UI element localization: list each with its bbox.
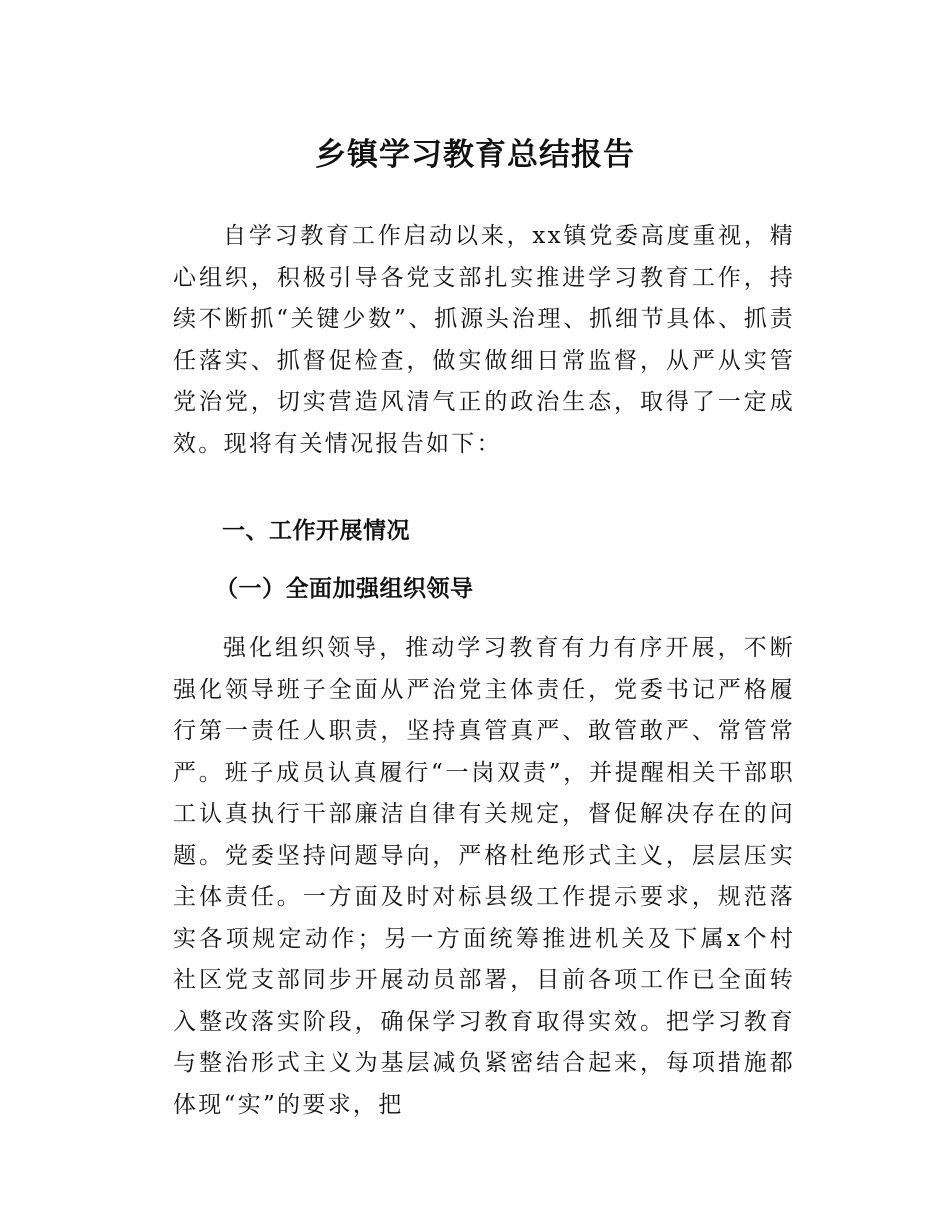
subsection-heading: （一）全面加强组织领导 (215, 576, 474, 602)
section-heading: 一、工作开展情况 (222, 518, 410, 544)
document-title: 乡镇学习教育总结报告 (315, 136, 635, 173)
intro-paragraph: 自学习教育工作启动以来，xx镇党委高度重视，精心组织，积极引导各党支部扎实推进学习教育工作，持续不断抓“关键少数”、抓源头治理、抓细节具体、抓责任落实、抓督促检查，做实做细日常监督，从严从实管党治党，切实营造风清气正的政治生态，取得了一定成效。现将有关情况报告如下： (173, 223, 795, 457)
body-paragraph: 强化组织领导，推动学习教育有力有序开展，不断强化领导班子全面从严治党主体责任，党委书记严格履行第一责任人职责，坚持真管真严、敢管敢严、常管常严。班子成员认真履行“一岗双责”，并提醒相关干部职工认真执行干部廉洁自律有关规定，督促解决存在的问题。党委坚持问题导向，严格杜绝形式主义，层层压实主体责任。一方面及时对标县级工作提示要求，规范落实各项规定动作；另一方面统筹推进机关及下属x个村社区党支部同步开展动员部署，目前各项工作已全面转入整改落实阶段，确保学习教育取得实效。把学习教育与整治形式主义为基层减负紧密结合起来，每项措施都体现“实”的要求，把 (173, 635, 795, 1118)
